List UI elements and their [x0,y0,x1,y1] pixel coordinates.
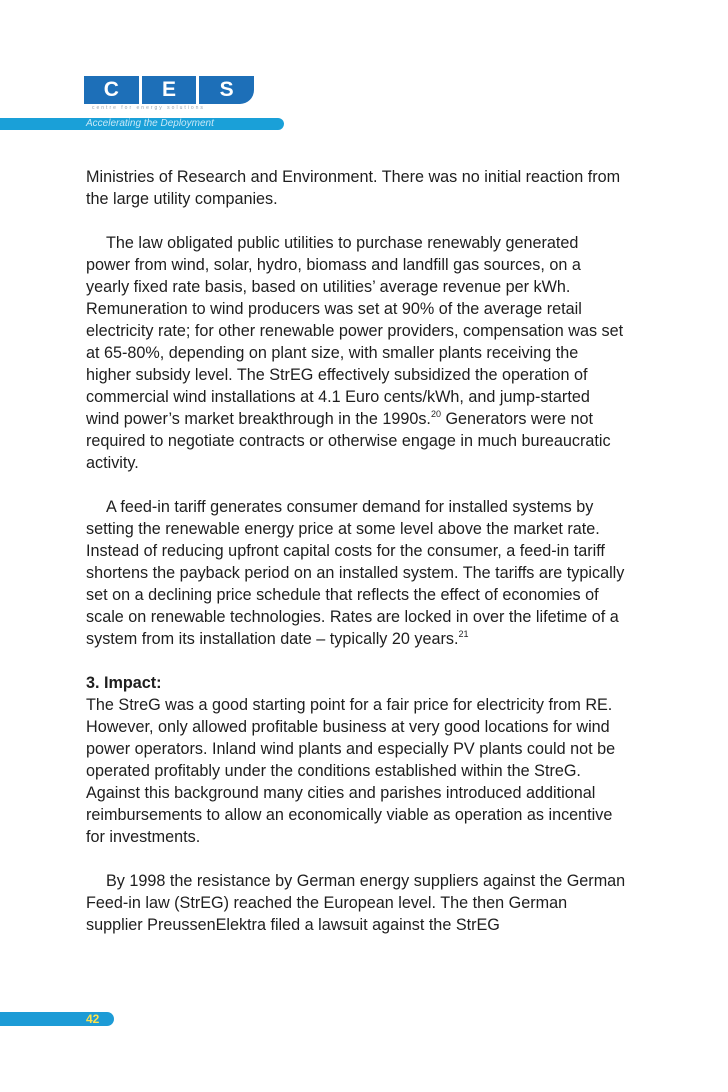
tagline: Accelerating the Deployment [86,118,214,129]
paragraph-3 [86,496,626,650]
page-number: 42 [86,1012,100,1026]
impact-section [86,672,626,848]
section-heading: 3. Impact: [86,674,162,692]
logo-letter-e: E [162,78,177,101]
ces-logo [84,76,254,104]
paragraph-5: By 1998 the resistance by German energy suppliers against the German Feed-in law (StrEG) reached the European level. The then German supplier PreussenElektra filed a lawsuit against the StrEG [86,872,626,934]
logo-subtitle: centre for energy solutions [92,105,205,111]
paragraph-4: The StreG was a good starting point for a fair price for electricity from RE. However, only allowed profitable business at very good locations for wind power operators. Inland wind plants and especially PV plants could not be operated profitably under the conditions established within the StreG. Against this background many cities and parishes introduced additional reimbursements to allow an economically viable as operation as incentive for investments. [86,696,616,846]
logo-letter-c: C [103,78,119,101]
paragraph-2-tail: Generators were not required to negotiate contracts or otherwise engage in much bureaucratic activity. [86,410,611,472]
footnote-ref-20: 20 [430,409,441,419]
page-body [86,166,626,936]
paragraph-3-text: A feed-in tariff generates consumer demand for installed systems by setting the renewable energy price at some level above the market rate. Instead of reducing upfront capital costs for the consumer, a feed-in tariff shortens the payback period on an installed system. The tariffs are typically set on a declining price schedule that reflects the effect of economies of scale on renewable technologies. Rates are locked in over the lifetime of a system from its installation date – typically 20 years. [86,498,625,648]
paragraph-2-text: The law obligated public utilities to purchase renewably generated power from wind, solar, hydro, biomass and landfill gas sources, on a yearly fixed rate basis, based on utilities’ average revenue per kWh. Remuneration to wind producers was set at 90% of the average retail electricity rate; for other renewable power providers, compensation was set at 65-80%, depending on plant size, with smaller plants receiving the higher subsidy level. The StrEG effectively subsidized the operation of commercial wind installations at 4.1 Euro cents/kWh, and jump-started wind power’s market breakthrough in the 1990s. [86,234,624,428]
footnote-ref-21: 21 [458,629,469,639]
logo-letter-s: S [219,78,234,101]
paragraph-1: Ministries of Research and Environment. There was no initial reaction from the large utility companies. [86,168,621,208]
paragraph-2 [86,232,626,474]
